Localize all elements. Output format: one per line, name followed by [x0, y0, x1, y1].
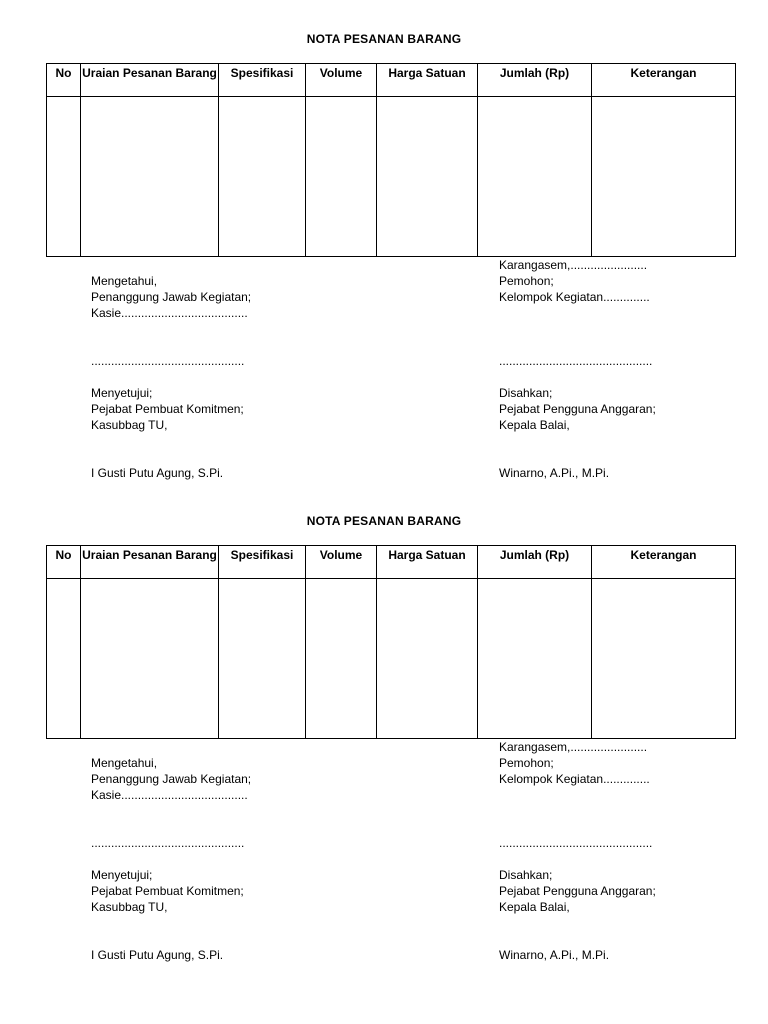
col-header-no: No: [47, 64, 81, 97]
cell-no[interactable]: [47, 97, 81, 257]
cell-uraian[interactable]: [81, 579, 219, 739]
sig-line: Kepala Balai,: [499, 900, 570, 914]
sig-line: Pejabat Pembuat Komitmen;: [91, 402, 244, 416]
col-header-no: No: [47, 546, 81, 579]
cell-jumlah[interactable]: [478, 97, 592, 257]
sig-line: Karangasem,.......................: [499, 740, 648, 754]
cell-uraian[interactable]: [81, 97, 219, 257]
cell-harga-satuan[interactable]: [377, 97, 478, 257]
signature-block-disahkan: [499, 385, 656, 433]
col-header-keterangan: Keterangan: [592, 546, 736, 579]
signature-block-mengetahui: [91, 755, 251, 803]
col-header-jumlah: Jumlah (Rp): [478, 546, 592, 579]
sig-line: Pejabat Pembuat Komitmen;: [91, 884, 244, 898]
form-title: NOTA PESANAN BARANG: [306, 32, 462, 46]
signature-block-menyetujui: [91, 385, 244, 433]
cell-volume[interactable]: [306, 579, 377, 739]
signature-line-left: ..............................................: [91, 836, 245, 850]
sig-line: Kasie......................................: [91, 306, 248, 320]
sig-line: Kelompok Kegiatan..............: [499, 772, 650, 786]
table-row: [47, 97, 736, 257]
sig-line: Pemohon;: [499, 756, 554, 770]
cell-volume[interactable]: [306, 97, 377, 257]
sig-line: Kasubbag TU,: [91, 900, 168, 914]
cell-spesifikasi[interactable]: [219, 579, 306, 739]
sig-line: Karangasem,.......................: [499, 258, 648, 272]
col-header-jumlah: Jumlah (Rp): [478, 64, 592, 97]
sig-line: Pejabat Pengguna Anggaran;: [499, 884, 656, 898]
signature-block-pemohon: [499, 739, 650, 787]
signature-block-menyetujui: [91, 867, 244, 915]
signature-block-pemohon: [499, 257, 650, 305]
col-header-spesifikasi: Spesifikasi: [219, 546, 306, 579]
col-header-uraian: Uraian Pesanan Barang: [81, 546, 219, 579]
sig-line: Disahkan;: [499, 868, 553, 882]
col-header-harga-satuan: Harga Satuan: [377, 546, 478, 579]
signature-block-mengetahui: [91, 273, 251, 321]
sig-line: Pemohon;: [499, 274, 554, 288]
sig-line: Mengetahui,: [91, 756, 158, 770]
order-form-1: [0, 0, 768, 482]
col-header-keterangan: Keterangan: [592, 64, 736, 97]
sig-line: Kepala Balai,: [499, 418, 570, 432]
col-header-volume: Volume: [306, 546, 377, 579]
col-header-volume: Volume: [306, 64, 377, 97]
table-header-row: [47, 64, 736, 97]
signatory-name-left: I Gusti Putu Agung, S.Pi.: [91, 466, 224, 480]
table-header-row: [47, 546, 736, 579]
signature-line-right: ..............................................: [499, 836, 653, 850]
signatory-name-left: I Gusti Putu Agung, S.Pi.: [91, 948, 224, 962]
sig-line: Mengetahui,: [91, 274, 158, 288]
cell-harga-satuan[interactable]: [377, 579, 478, 739]
table-row: [47, 579, 736, 739]
form-title: NOTA PESANAN BARANG: [306, 514, 462, 528]
cell-spesifikasi[interactable]: [219, 97, 306, 257]
sig-line: Menyetujui;: [91, 868, 153, 882]
sig-line: Penanggung Jawab Kegiatan;: [91, 290, 252, 304]
cell-no[interactable]: [47, 579, 81, 739]
col-header-uraian: Uraian Pesanan Barang: [81, 64, 219, 97]
signature-line-left: ..............................................: [91, 354, 245, 368]
order-table: [46, 545, 736, 739]
cell-keterangan[interactable]: [592, 579, 736, 739]
signatory-name-right: Winarno, A.Pi., M.Pi.: [499, 466, 610, 480]
signature-block-disahkan: [499, 867, 656, 915]
signatory-name-right: Winarno, A.Pi., M.Pi.: [499, 948, 610, 962]
col-header-spesifikasi: Spesifikasi: [219, 64, 306, 97]
signature-line-right: ..............................................: [499, 354, 653, 368]
col-header-harga-satuan: Harga Satuan: [377, 64, 478, 97]
sig-line: Kasie......................................: [91, 788, 248, 802]
sig-line: Menyetujui;: [91, 386, 153, 400]
order-table: [46, 63, 736, 257]
order-form-2: [0, 482, 768, 964]
cell-keterangan[interactable]: [592, 97, 736, 257]
sig-line: Kelompok Kegiatan..............: [499, 290, 650, 304]
sig-line: Disahkan;: [499, 386, 553, 400]
sig-line: Kasubbag TU,: [91, 418, 168, 432]
cell-jumlah[interactable]: [478, 579, 592, 739]
sig-line: Penanggung Jawab Kegiatan;: [91, 772, 252, 786]
sig-line: Pejabat Pengguna Anggaran;: [499, 402, 656, 416]
